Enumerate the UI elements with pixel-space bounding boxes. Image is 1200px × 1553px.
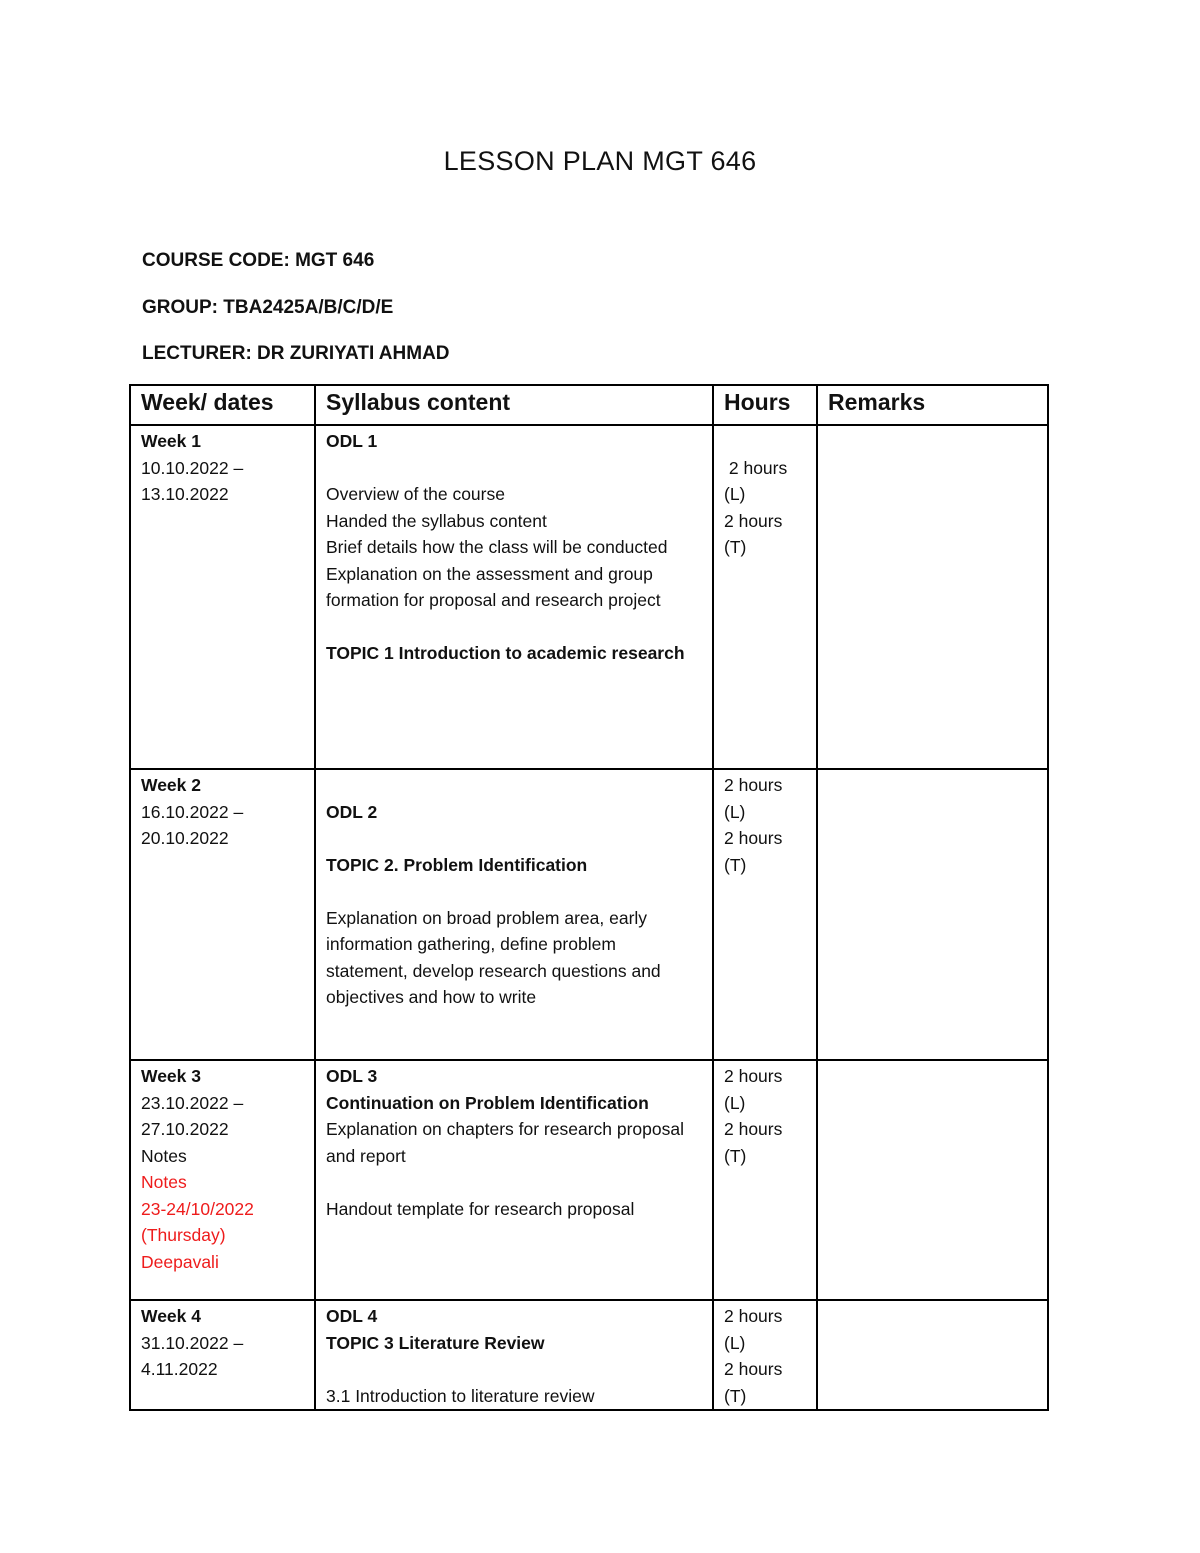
header-hours: Hours xyxy=(713,385,817,425)
content-line: 3.1 Introduction to literature review xyxy=(326,1385,595,1406)
week-dates-cell xyxy=(130,1300,315,1410)
week-date: Notes xyxy=(141,1145,187,1166)
hours-cell xyxy=(713,1300,817,1410)
hours-line: (T) xyxy=(724,854,747,875)
hours-cell xyxy=(713,1060,817,1300)
lecturer-line: LECTURER: DR ZURIYATI AHMAD xyxy=(142,343,450,364)
week-dates-cell xyxy=(130,425,315,769)
syllabus-content-cell xyxy=(315,1060,713,1300)
holiday-note: 23-24/10/2022 xyxy=(141,1198,254,1219)
table-row xyxy=(130,1300,1048,1410)
hours-line: (L) xyxy=(724,484,746,504)
content-line xyxy=(326,772,702,799)
hours-line: (L) xyxy=(724,801,746,822)
syllabus-content-cell xyxy=(315,425,713,769)
hours-line: 2 hours xyxy=(724,1359,783,1379)
content-heading: Continuation on Problem Identification xyxy=(326,1092,649,1113)
week-date: 10.10.2022 – xyxy=(141,457,244,478)
hours-line: (T) xyxy=(724,1385,747,1406)
week-date: 27.10.2022 xyxy=(141,1119,229,1139)
hours-line xyxy=(724,428,806,455)
remarks-cell xyxy=(817,425,1048,769)
syllabus-content-cell xyxy=(315,769,713,1060)
content-line: Explanation on the assessment and group formation for proposal and research project xyxy=(326,563,661,610)
syllabus-content-cell xyxy=(315,1300,713,1410)
remarks-cell xyxy=(817,769,1048,1060)
content-heading: ODL 3 xyxy=(326,1066,378,1086)
table-header-row xyxy=(130,385,1048,425)
table-row xyxy=(130,1060,1048,1300)
hours-line: 2 hours xyxy=(724,457,788,478)
header-week-dates: Week/ dates xyxy=(130,385,315,425)
week-dates-cell xyxy=(130,1060,315,1300)
content-heading: ODL 4 xyxy=(326,1306,378,1326)
header-syllabus-content: Syllabus content xyxy=(315,385,713,425)
hours-line: 2 hours xyxy=(724,1119,783,1139)
content-heading: ODL 1 xyxy=(326,431,378,451)
remarks-cell xyxy=(817,1300,1048,1410)
week-dates-cell xyxy=(130,769,315,1060)
hours-line: (T) xyxy=(724,1145,747,1166)
week-label: Week 2 xyxy=(141,775,201,795)
holiday-note: Notes xyxy=(141,1172,187,1192)
hours-line: 2 hours xyxy=(724,1306,783,1326)
content-heading: ODL 2 xyxy=(326,801,378,822)
content-line xyxy=(326,614,702,641)
lesson-plan-table xyxy=(129,384,1049,1411)
week-label: Week 1 xyxy=(141,431,201,451)
week-date: 4.11.2022 xyxy=(141,1359,218,1379)
content-line xyxy=(326,878,702,905)
holiday-note: (Thursday) xyxy=(141,1225,226,1245)
content-heading: TOPIC 2. Problem Identification xyxy=(326,854,588,875)
table-row xyxy=(130,425,1048,769)
week-label: Week 3 xyxy=(141,1066,201,1086)
week-date: 20.10.2022 xyxy=(141,828,229,848)
week-date: 23.10.2022 – xyxy=(141,1092,244,1113)
table-row xyxy=(130,769,1048,1060)
hours-line: 2 hours xyxy=(724,828,783,848)
content-line: Handed the syllabus content xyxy=(326,510,547,531)
content-heading: TOPIC 1 Introduction to academic research xyxy=(326,643,685,663)
holiday-note: Deepavali xyxy=(141,1251,219,1272)
content-line: Brief details how the class will be conducted xyxy=(326,537,668,557)
header-remarks: Remarks xyxy=(817,385,1048,425)
hours-line: (T) xyxy=(724,537,747,557)
hours-cell xyxy=(713,425,817,769)
content-line: Overview of the course xyxy=(326,484,505,504)
week-date: 13.10.2022 xyxy=(141,484,229,504)
week-date: 31.10.2022 – xyxy=(141,1332,244,1353)
hours-line: (L) xyxy=(724,1092,746,1113)
content-heading: TOPIC 3 Literature Review xyxy=(326,1332,545,1353)
group-line: GROUP: TBA2425A/B/C/D/E xyxy=(142,297,394,318)
document-title: LESSON PLAN MGT 646 xyxy=(443,146,757,176)
course-code: COURSE CODE: MGT 646 xyxy=(142,250,375,271)
content-line: Explanation on chapters for research proposal and report xyxy=(326,1119,684,1166)
remarks-cell xyxy=(817,1060,1048,1300)
week-label: Week 4 xyxy=(141,1306,201,1326)
week-date: 16.10.2022 – xyxy=(141,801,244,822)
hours-cell xyxy=(713,769,817,1060)
hours-line: 2 hours xyxy=(724,775,783,795)
content-line xyxy=(326,825,702,852)
hours-line: (L) xyxy=(724,1332,746,1353)
hours-line: 2 hours xyxy=(724,510,783,531)
hours-line: 2 hours xyxy=(724,1066,783,1086)
content-line xyxy=(326,1169,702,1196)
content-line xyxy=(326,455,702,482)
content-line xyxy=(326,1356,702,1383)
content-line: Explanation on broad problem area, early information gathering, define problem statement, develop research questions and objectives and how to write xyxy=(326,907,661,1007)
content-line: Handout template for research proposal xyxy=(326,1198,635,1219)
